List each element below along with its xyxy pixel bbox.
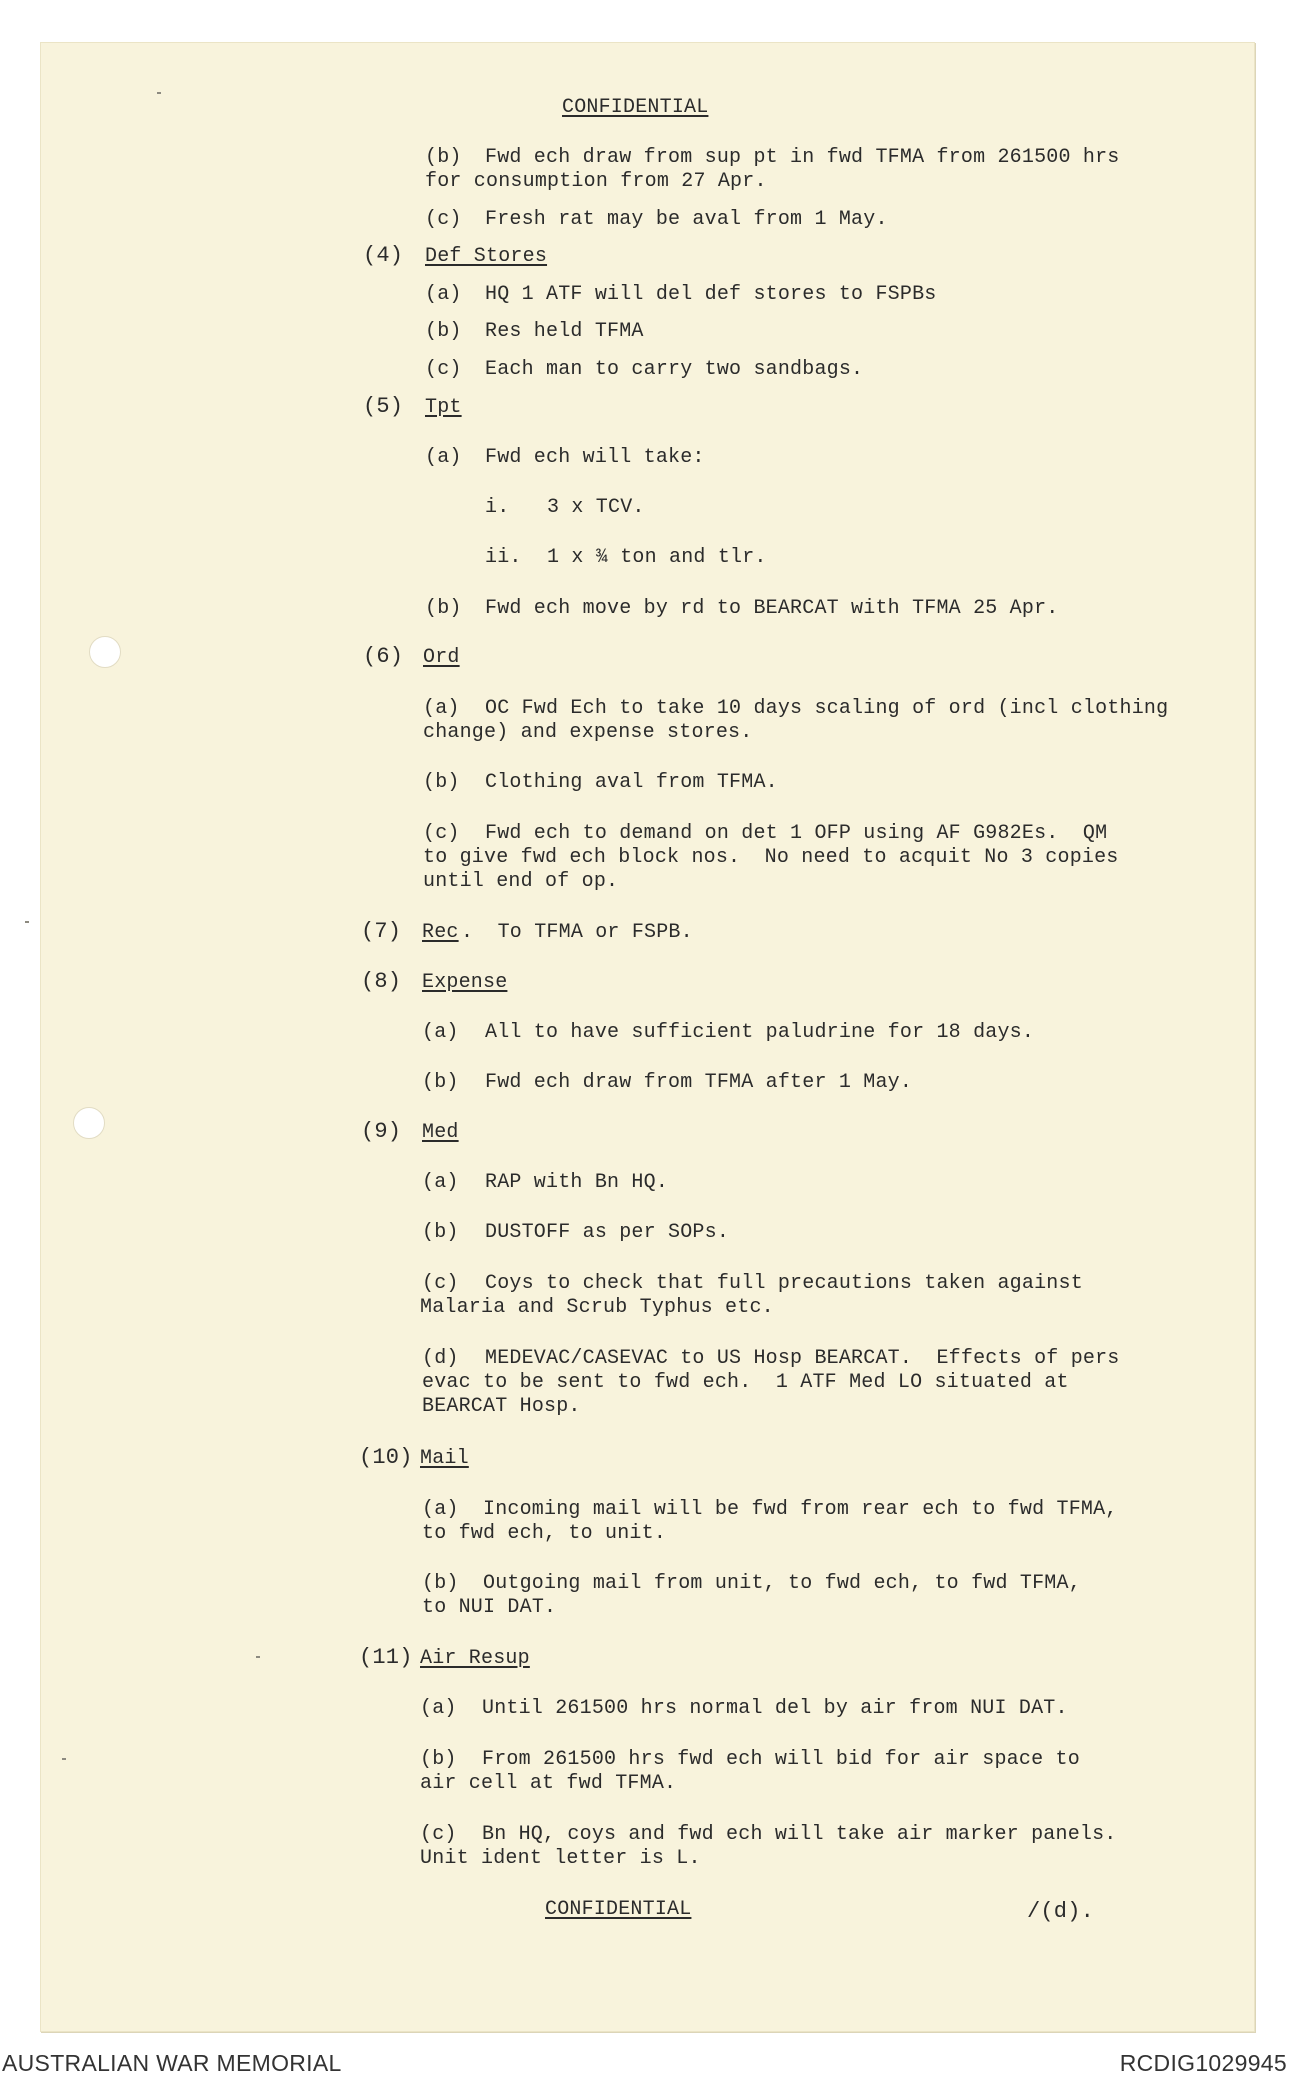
- item-text-cont: BEARCAT Hosp.: [422, 1395, 581, 1418]
- section-number: (7): [361, 919, 402, 944]
- item-text: HQ 1 ATF will del def stores to FSPBs: [485, 283, 937, 306]
- item-text-cont: change) and expense stores.: [423, 721, 753, 744]
- item-label: (b): [423, 771, 460, 794]
- item-text-cont: Unit ident letter is L.: [420, 1847, 701, 1870]
- item-label: (c): [422, 1272, 459, 1295]
- paper-speck: [62, 1758, 66, 1760]
- item-text: Coys to check that full precautions taken against: [485, 1272, 1083, 1295]
- section-number: (11): [359, 1645, 413, 1670]
- section-number: (5): [363, 394, 404, 419]
- header-classification: CONFIDENTIAL: [562, 96, 709, 119]
- item-label: (c): [423, 822, 460, 845]
- item-label: (c): [420, 1823, 457, 1846]
- subitem-text: 1 x ¾ ton and tlr.: [547, 546, 767, 569]
- item-text-cont: Malaria and Scrub Typhus etc.: [420, 1296, 774, 1319]
- item-text: Fwd ech draw from sup pt in fwd TFMA from 261500 hrs: [485, 146, 1120, 169]
- item-label: (b): [425, 597, 462, 620]
- item-text: RAP with Bn HQ.: [485, 1171, 669, 1194]
- paper-speck: [256, 1656, 260, 1658]
- item-text-cont: evac to be sent to fwd ech. 1 ATF Med LO situated at: [422, 1371, 1069, 1394]
- continuation-marker: /(d).: [1027, 1899, 1095, 1924]
- section-number: (4): [363, 243, 404, 268]
- item-text-cont: air cell at fwd TFMA.: [420, 1772, 677, 1795]
- item-label: (a): [423, 697, 460, 720]
- item-text: Fwd ech to demand on det 1 OFP using AF G982Es. QM: [485, 822, 1108, 845]
- item-label: (a): [425, 446, 462, 469]
- section-title: Air Resup: [420, 1647, 530, 1670]
- item-label: (d): [422, 1347, 459, 1370]
- paper-speck: [157, 92, 161, 94]
- archive-watermark-right: RCDIG1029945: [1119, 2050, 1287, 2076]
- item-text-cont: to NUI DAT.: [422, 1596, 557, 1619]
- item-text: OC Fwd Ech to take 10 days scaling of ord (incl clothing: [485, 697, 1169, 720]
- footer-classification: CONFIDENTIAL: [545, 1898, 692, 1921]
- item-text-cont: for consumption from 27 Apr.: [425, 170, 767, 193]
- item-label: (b): [422, 1221, 459, 1244]
- item-text-cont: to fwd ech, to unit.: [422, 1522, 667, 1545]
- item-label: (c): [425, 208, 462, 231]
- subitem-label: i.: [485, 496, 510, 519]
- item-text: Clothing aval from TFMA.: [485, 771, 778, 794]
- item-label: (a): [425, 283, 462, 306]
- item-text: DUSTOFF as per SOPs.: [485, 1221, 730, 1244]
- item-text: Fresh rat may be aval from 1 May.: [485, 208, 888, 231]
- section-title: Expense: [422, 971, 508, 994]
- item-text-cont: until end of op.: [423, 870, 619, 893]
- item-text-cont: to give fwd ech block nos. No need to acquit No 3 copies: [423, 846, 1119, 869]
- item-text: Fwd ech move by rd to BEARCAT with TFMA 25 Apr.: [485, 597, 1059, 620]
- item-label: (c): [425, 358, 462, 381]
- section-number: (10): [359, 1445, 413, 1470]
- item-text: Until 261500 hrs normal del by air from NUI DAT.: [482, 1697, 1068, 1720]
- item-text: Fwd ech draw from TFMA after 1 May.: [485, 1071, 913, 1094]
- punch-hole: [73, 1107, 105, 1139]
- item-text: Each man to carry two sandbags.: [485, 358, 864, 381]
- item-label: (b): [425, 146, 462, 169]
- item-label: (a): [422, 1021, 459, 1044]
- item-text: All to have sufficient paludrine for 18 days.: [485, 1021, 1035, 1044]
- item-label: (a): [422, 1171, 459, 1194]
- section-number: (8): [361, 969, 402, 994]
- item-label: (b): [422, 1572, 459, 1595]
- item-text: Incoming mail will be fwd from rear ech to fwd TFMA,: [483, 1498, 1118, 1521]
- subitem-label: ii.: [485, 546, 522, 569]
- section-title: Tpt: [425, 396, 462, 419]
- punch-hole: [89, 636, 121, 668]
- item-text: From 261500 hrs fwd ech will bid for air space to: [482, 1748, 1080, 1771]
- subitem-text: 3 x TCV.: [547, 496, 645, 519]
- item-label: (a): [420, 1697, 457, 1720]
- archive-watermark-left: AUSTRALIAN WAR MEMORIAL: [2, 2050, 342, 2076]
- item-text: MEDEVAC/CASEVAC to US Hosp BEARCAT. Effects of pers: [485, 1347, 1120, 1370]
- section-title: Med: [422, 1121, 459, 1144]
- item-label: (b): [422, 1071, 459, 1094]
- section-number: (6): [363, 644, 404, 669]
- section-title: Ord: [423, 646, 460, 669]
- item-text: Fwd ech will take:: [485, 446, 705, 469]
- item-text: Res held TFMA: [485, 320, 644, 343]
- section-inline-text: . To TFMA or FSPB.: [461, 921, 693, 944]
- paper-speck: [25, 921, 29, 923]
- section-number: (9): [361, 1119, 402, 1144]
- item-label: (b): [425, 320, 462, 343]
- section-title: Mail: [420, 1447, 469, 1470]
- item-label: (b): [420, 1748, 457, 1771]
- item-label: (a): [422, 1498, 459, 1521]
- item-text: Bn HQ, coys and fwd ech will take air marker panels.: [482, 1823, 1117, 1846]
- section-title: Rec: [422, 921, 459, 944]
- section-title: Def Stores: [425, 245, 548, 268]
- item-text: Outgoing mail from unit, to fwd ech, to fwd TFMA,: [483, 1572, 1081, 1595]
